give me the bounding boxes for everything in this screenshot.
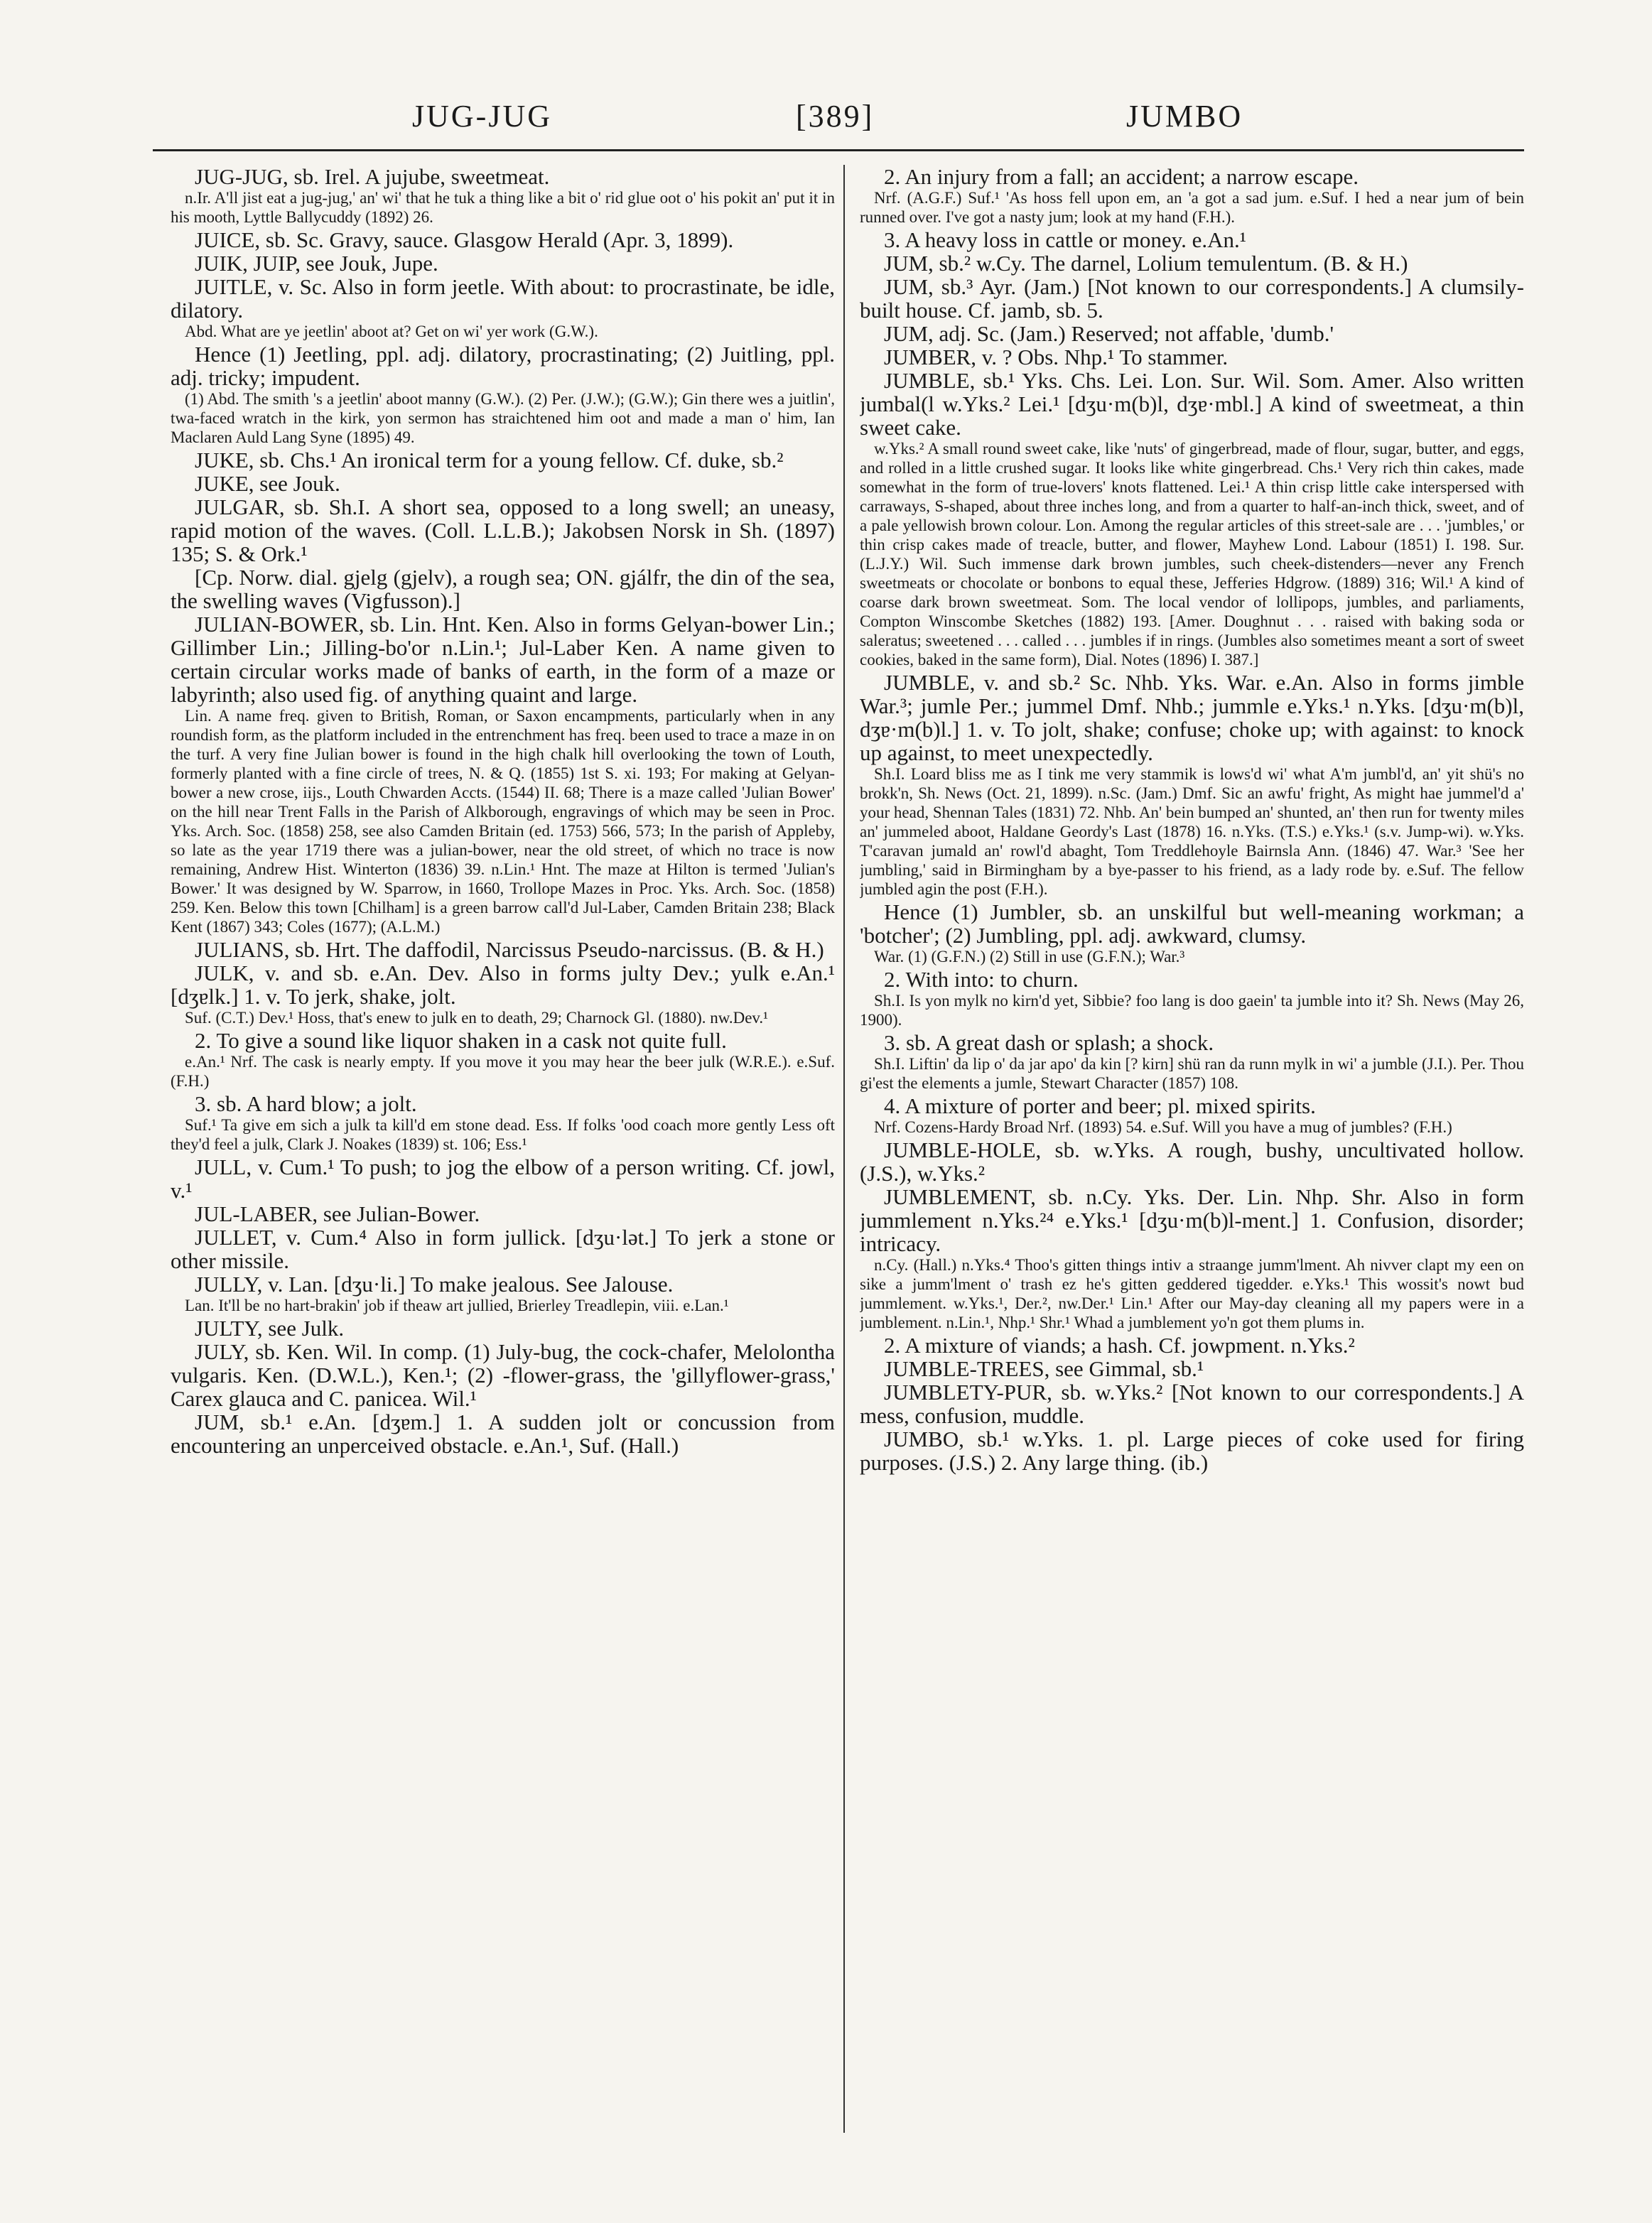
entry-paragraph: JUITLE, v. Sc. Also in form jeetle. With about: to procrastinate, be idle, dilatory. [171,274,835,323]
page-header [153,91,1521,141]
entry-paragraph: JUMBLE-TREES, see Gimmal, sb.¹ [884,1356,1204,1381]
entry-paragraph: JUIK, JUIP, see Jouk, Jupe. [195,251,438,276]
entry-paragraph: JUKE, see Jouk. [195,471,340,496]
entry-paragraph: JUMBO, sb.¹ w.Yks. 1. pl. Large pieces of coke used for firing purposes. (J.S.) 2. Any large thing. (ib.) [860,1427,1524,1475]
quotation-paragraph: War. (1) (G.F.N.) (2) Still in use (G.F.N.); War.³ [874,948,1185,966]
entry-paragraph: JULL, v. Cum.¹ To push; to jog the elbow of a person writing. Cf. jowl, v.¹ [171,1154,835,1203]
quotation-paragraph: Sh.I. Liftin' da lip o' da jar apo' da kin [? kirn] shü ran da runn mylk in wi' a jumble (J.I.). Per. Thou gi'est the elements a jumle, Stewart Character (1857) 108. [860,1055,1524,1092]
entry-paragraph: JULLY, v. Lan. [dʒu·li.] To make jealous. See Jalouse. [195,1272,674,1297]
quotation-paragraph: n.Ir. A'll jist eat a jug-jug,' an' wi' that he tuk a thing like a bit o' rid glue oot o' his pokit an' put it in his mooth, Lyttle Ballycuddy (1892) 26. [171,189,835,226]
entry-paragraph: JULIAN-BOWER, sb. Lin. Hnt. Ken. Also in forms Gelyan-bower Lin.; Gillimber Lin.; Jilling-bo'or n.Lin.¹; Jul-Laber Ken. A name given to certain circular works made of banks of earth, in the form of a maze or labyrinth; also used fig. of anything quaint and large. [171,612,835,707]
entry-paragraph: JUICE, sb. Sc. Gravy, sauce. Glasgow Herald (Apr. 3, 1899). [195,227,734,252]
running-head-right: JUMBO [1126,99,1243,134]
entry-paragraph: JUMBLEMENT, sb. n.Cy. Yks. Der. Lin. Nhp. Shr. Also in form jummlement n.Yks.²⁴ e.Yks.¹ [dʒu·m(b)l-ment.] 1. Confusion, disorder; intricacy. [860,1184,1524,1256]
entry-paragraph: JULY, sb. Ken. Wil. In comp. (1) July-bug, the cock-chafer, Melolontha vulgaris. Ken. (D.W.L.), Ken.¹; (2) -flower-grass, the 'gillyflower-grass,' Carex glauca and C. panicea. Wil.¹ [171,1339,835,1411]
entry-paragraph: JUMBLE, v. and sb.² Sc. Nhb. Yks. War. e.An. Also in forms jimble War.³; jumle Per.; jummel Dmf. Nhb.; jummle e.Yks.¹ n.Yks. [dʒu·m(b)l, dʒɐ·m(b)l.] 1. v. To jolt, shake; confuse; choke up; with against: to knock up against, to meet unexpectedly. [860,670,1524,765]
entry-paragraph: 3. A heavy loss in cattle or money. e.An.¹ [884,227,1247,252]
left-column [171,165,835,2183]
quotation-paragraph: (1) Abd. The smith 's a jeetlin' aboot manny (G.W.). (2) Per. (J.W.); (G.W.); Gin there wes a juitlin', twa-faced wratch in the kirk, yon sermon has straichtened him oot and made a man o' him, Ian Maclaren Auld Lang Syne (1895) 49. [171,390,835,446]
entry-paragraph: JULIANS, sb. Hrt. The daffodil, Narcissus Pseudo-narcissus. (B. & H.) [195,937,824,962]
entry-paragraph: JULTY, see Julk. [195,1316,345,1341]
entry-paragraph: 3. sb. A hard blow; a jolt. [195,1091,417,1116]
entry-paragraph: JUM, sb.³ Ayr. (Jam.) [Not known to our correspondents.] A clumsily-built house. Cf. jamb, sb. 5. [860,274,1524,323]
entry-paragraph: 2. To give a sound like liquor shaken in a cask not quite full. [195,1028,727,1053]
page-number: [389] [796,99,875,134]
quotation-paragraph: Abd. What are ye jeetlin' aboot at? Get on wi' yer work (G.W.). [185,323,598,340]
entry-paragraph: 3. sb. A great dash or splash; a shock. [884,1030,1214,1055]
header-rule [153,149,1524,151]
entry-paragraph: 2. With into: to churn. [884,967,1079,992]
entry-paragraph: JULK, v. and sb. e.An. Dev. Also in forms julty Dev.; yulk e.An.¹ [dʒɐlk.] 1. v. To jerk, shake, jolt. [171,961,835,1009]
entry-paragraph: JUM, sb.² w.Cy. The darnel, Lolium temulentum. (B. & H.) [884,251,1408,276]
entry-paragraph: Hence (1) Jumbler, sb. an unskilful but well-meaning workman; a 'botcher'; (2) Jumbling, ppl. adj. awkward, clumsy. [860,899,1524,948]
quotation-paragraph: e.An.¹ Nrf. The cask is nearly empty. If you move it you may hear the beer julk (W.R.E.). e.Suf. (F.H.) [171,1053,835,1090]
entry-paragraph: JUKE, sb. Chs.¹ An ironical term for a young fellow. Cf. duke, sb.² [195,448,784,472]
right-column [860,165,1524,2183]
running-head-left: JUG-JUG [412,99,552,134]
entry-paragraph: JUMBER, v. ? Obs. Nhp.¹ To stammer. [884,345,1229,369]
entry-paragraph: 2. An injury from a fall; an accident; a narrow escape. [884,165,1359,189]
entry-paragraph: JUL-LABER, see Julian-Bower. [195,1201,480,1226]
column-divider [843,165,845,2133]
entry-paragraph: JUM, adj. Sc. (Jam.) Reserved; not affable, 'dumb.' [884,321,1334,346]
quotation-paragraph: Nrf. Cozens-Hardy Broad Nrf. (1893) 54. e.Suf. Will you have a mug of jumbles? (F.H.) [874,1118,1452,1136]
entry-paragraph: Hence (1) Jeetling, ppl. adj. dilatory, procrastinating; (2) Juitling, ppl. adj. tricky; impudent. [171,342,835,390]
entry-paragraph: [Cp. Norw. dial. gjelg (gjelv), a rough sea; ON. gjálfr, the din of the sea, the swelling waves (Vigfusson).] [171,565,835,613]
entry-paragraph: JUMBLETY-PUR, sb. w.Yks.² [Not known to our correspondents.] A mess, confusion, muddle. [860,1380,1524,1428]
quotation-paragraph: Nrf. (A.G.F.) Suf.¹ 'As hoss fell upon em, an 'a got a sad jum. e.Suf. I hed a near jum of bein runned over. I've got a nasty jum; look at my hand (F.H.). [860,189,1524,226]
entry-paragraph: JUMBLE, sb.¹ Yks. Chs. Lei. Lon. Sur. Wil. Som. Amer. Also written jumbal(l w.Yks.² Lei.¹ [dʒu·m(b)l, dʒɐ·mbl.] A kind of sweetmeat, a thin sweet cake. [860,368,1524,440]
quotation-paragraph: Lin. A name freq. given to British, Roman, or Saxon encampments, particularly when in any roundish form, as the platform included in the entrenchment has freq. been used to trace a maze in on the turf. A very fine Julian bower is found in the high chalk hill overlooking the town of Louth, formerly planted with a fine circle of trees, N. & Q. (1855) 1st S. xi. 193; For making at Gelyan-bower a new crose, iijs., Louth Chwarden Accts. (1544) II. 68; There is a maze called 'Julian Bower' on the hill near Trent Falls in the Parish of Alkborough, engravings of which may be seen in Proc. Yks. Arch. Soc. (1858) 258, see also Camden Britain (ed. 1753) 566, 573; In the parish of Appleby, so late as the year 1719 there was a julian-bower, near the old street, of which no trace is now remaining, Andrew Hist. Winterton (1836) 39. n.Lin.¹ Hnt. The maze at Hilton is termed 'Julian's Bower.' It was designed by W. Sparrow, in 1660, Trollope Mazes in Proc. Yks. Arch. Soc. (1858) 259. Ken. Below this town [Chilham] is a green barrow call'd Jul-Laber, Camden Britain 238; Black Kent (1867) 343; Coles (1677); (A.L.M.) [171,707,835,936]
entry-paragraph: JUMBLE-HOLE, sb. w.Yks. A rough, bushy, uncultivated hollow. (J.S.), w.Yks.² [860,1137,1524,1186]
quotation-paragraph: n.Cy. (Hall.) n.Yks.⁴ Thoo's gitten things intiv a straange jumm'lment. Ah nivver clapt my een on sike a jumm'lment o' trash ez he's gitten geddered tigedder. e.Yks.¹ This wossit's nowt bud jummlement. w.Yks.¹, Der.², nw.Der.¹ Lin.¹ After our May-day cleaning all my papers were in a jumblement. n.Lin.¹, Nhp.¹ Shr.¹ Whad a jumblement yo'n got them plums in. [860,1256,1524,1331]
quotation-paragraph: Suf. (C.T.) Dev.¹ Hoss, that's enew to julk en to death, 29; Charnock Gl. (1880). nw.Dev.¹ [185,1009,769,1027]
quotation-paragraph: w.Yks.² A small round sweet cake, like 'nuts' of gingerbread, made of flour, sugar, butter, and eggs, and rolled in a little crushed sugar. It looks like white gingerbread. Chs.¹ Very rich thin cakes, made somewhat in the form of true-lovers' knots flattened. Lei.¹ A thin crisp little cake interspersed with carraways, S-shaped, about three inches long, and from a quarter to half-an-inch thick, sweet, and of a pale yellowish brown colour. Lon. Among the regular articles of this street-sale are . . . 'jumbles,' or thin crisp cakes made of treacle, butter, and flower, Mayhew Lond. Labour (1851) I. 198. Sur. (L.J.Y.) Wil. Such immense dark brown jumbles, such cheek-distenders—never any French sweetmeats or chocolate or bonbons to equal these, Jefferies Hdgrow. (1889) 316; Wil.¹ A kind of coarse dark brown sweetmeat. Som. The local vendor of lollipops, jumbles, and parliaments, Compton Winscombe Sketches (1882) 193. [Amer. Doughnut . . . raised with baking soda or saleratus; sweetened . . . called . . . jumbles if in rings. (Jumbles also sometimes meant a sort of sweet cookies, baked in the same form), Dial. Notes (1896) I. 387.] [860,440,1524,669]
entry-paragraph: JULGAR, sb. Sh.I. A short sea, opposed to a long swell; an uneasy, rapid motion of the waves. (Coll. L.L.B.); Jakobsen Norsk in Sh. (1897) 135; S. & Ork.¹ [171,494,835,566]
entry-paragraph: 4. A mixture of porter and beer; pl. mixed spirits. [884,1093,1316,1118]
quotation-paragraph: Sh.I. Loard bliss me as I tink me very stammik is lows'd wi' what A'm jumbl'd, an' yit shü's no brokk'n, Sh. News (Oct. 21, 1899). n.Sc. (Jam.) Dmf. Sic an awfu' fright, As might hae jummel'd a' your head, Shennan Tales (1831) 72. Nhb. An' bein bumped an' shunted, an' then run for twenty miles an' jummeled aboot, Haldane Geordy's Last (1878) 16. n.Yks. (T.S.) e.Yks.¹ (s.v. Jump-wi). w.Yks. T'caravan jumald an' rowl'd abaght, Tom Treddlehoyle Bairnsla Ann. (1846) 47. War.³ 'See her jumbling,' said in Birmingham by a bye-passer to his friend, as a lady rode by. e.Suf. The fellow jumbled agin the post (F.H.). [860,765,1524,898]
quotation-paragraph: Suf.¹ Ta give em sich a julk ta kill'd em stone dead. Ess. If folks 'ood coach more gently Less oft they'd feel a julk, Clark J. Noakes (1839) st. 106; Ess.¹ [171,1116,835,1153]
quotation-paragraph: Lan. It'll be no hart-brakin' job if theaw art jullied, Brierley Treadlepin, viii. e.Lan.¹ [185,1297,729,1314]
entry-paragraph: JULLET, v. Cum.⁴ Also in form jullick. [dʒu·lət.] To jerk a stone or other missile. [171,1225,835,1273]
entry-paragraph: JUM, sb.¹ e.An. [dʒɐm.] 1. A sudden jolt or concussion from encountering an unperceived obstacle. e.An.¹, Suf. (Hall.) [171,1410,835,1458]
quotation-paragraph: Sh.I. Is yon mylk no kirn'd yet, Sibbie? foo lang is doo gaein' ta jumble into it? Sh. News (May 26, 1900). [860,992,1524,1029]
entry-paragraph: 2. A mixture of viands; a hash. Cf. jowpment. n.Yks.² [884,1333,1355,1358]
entry-paragraph: JUG-JUG, sb. Irel. A jujube, sweetmeat. [195,165,550,189]
